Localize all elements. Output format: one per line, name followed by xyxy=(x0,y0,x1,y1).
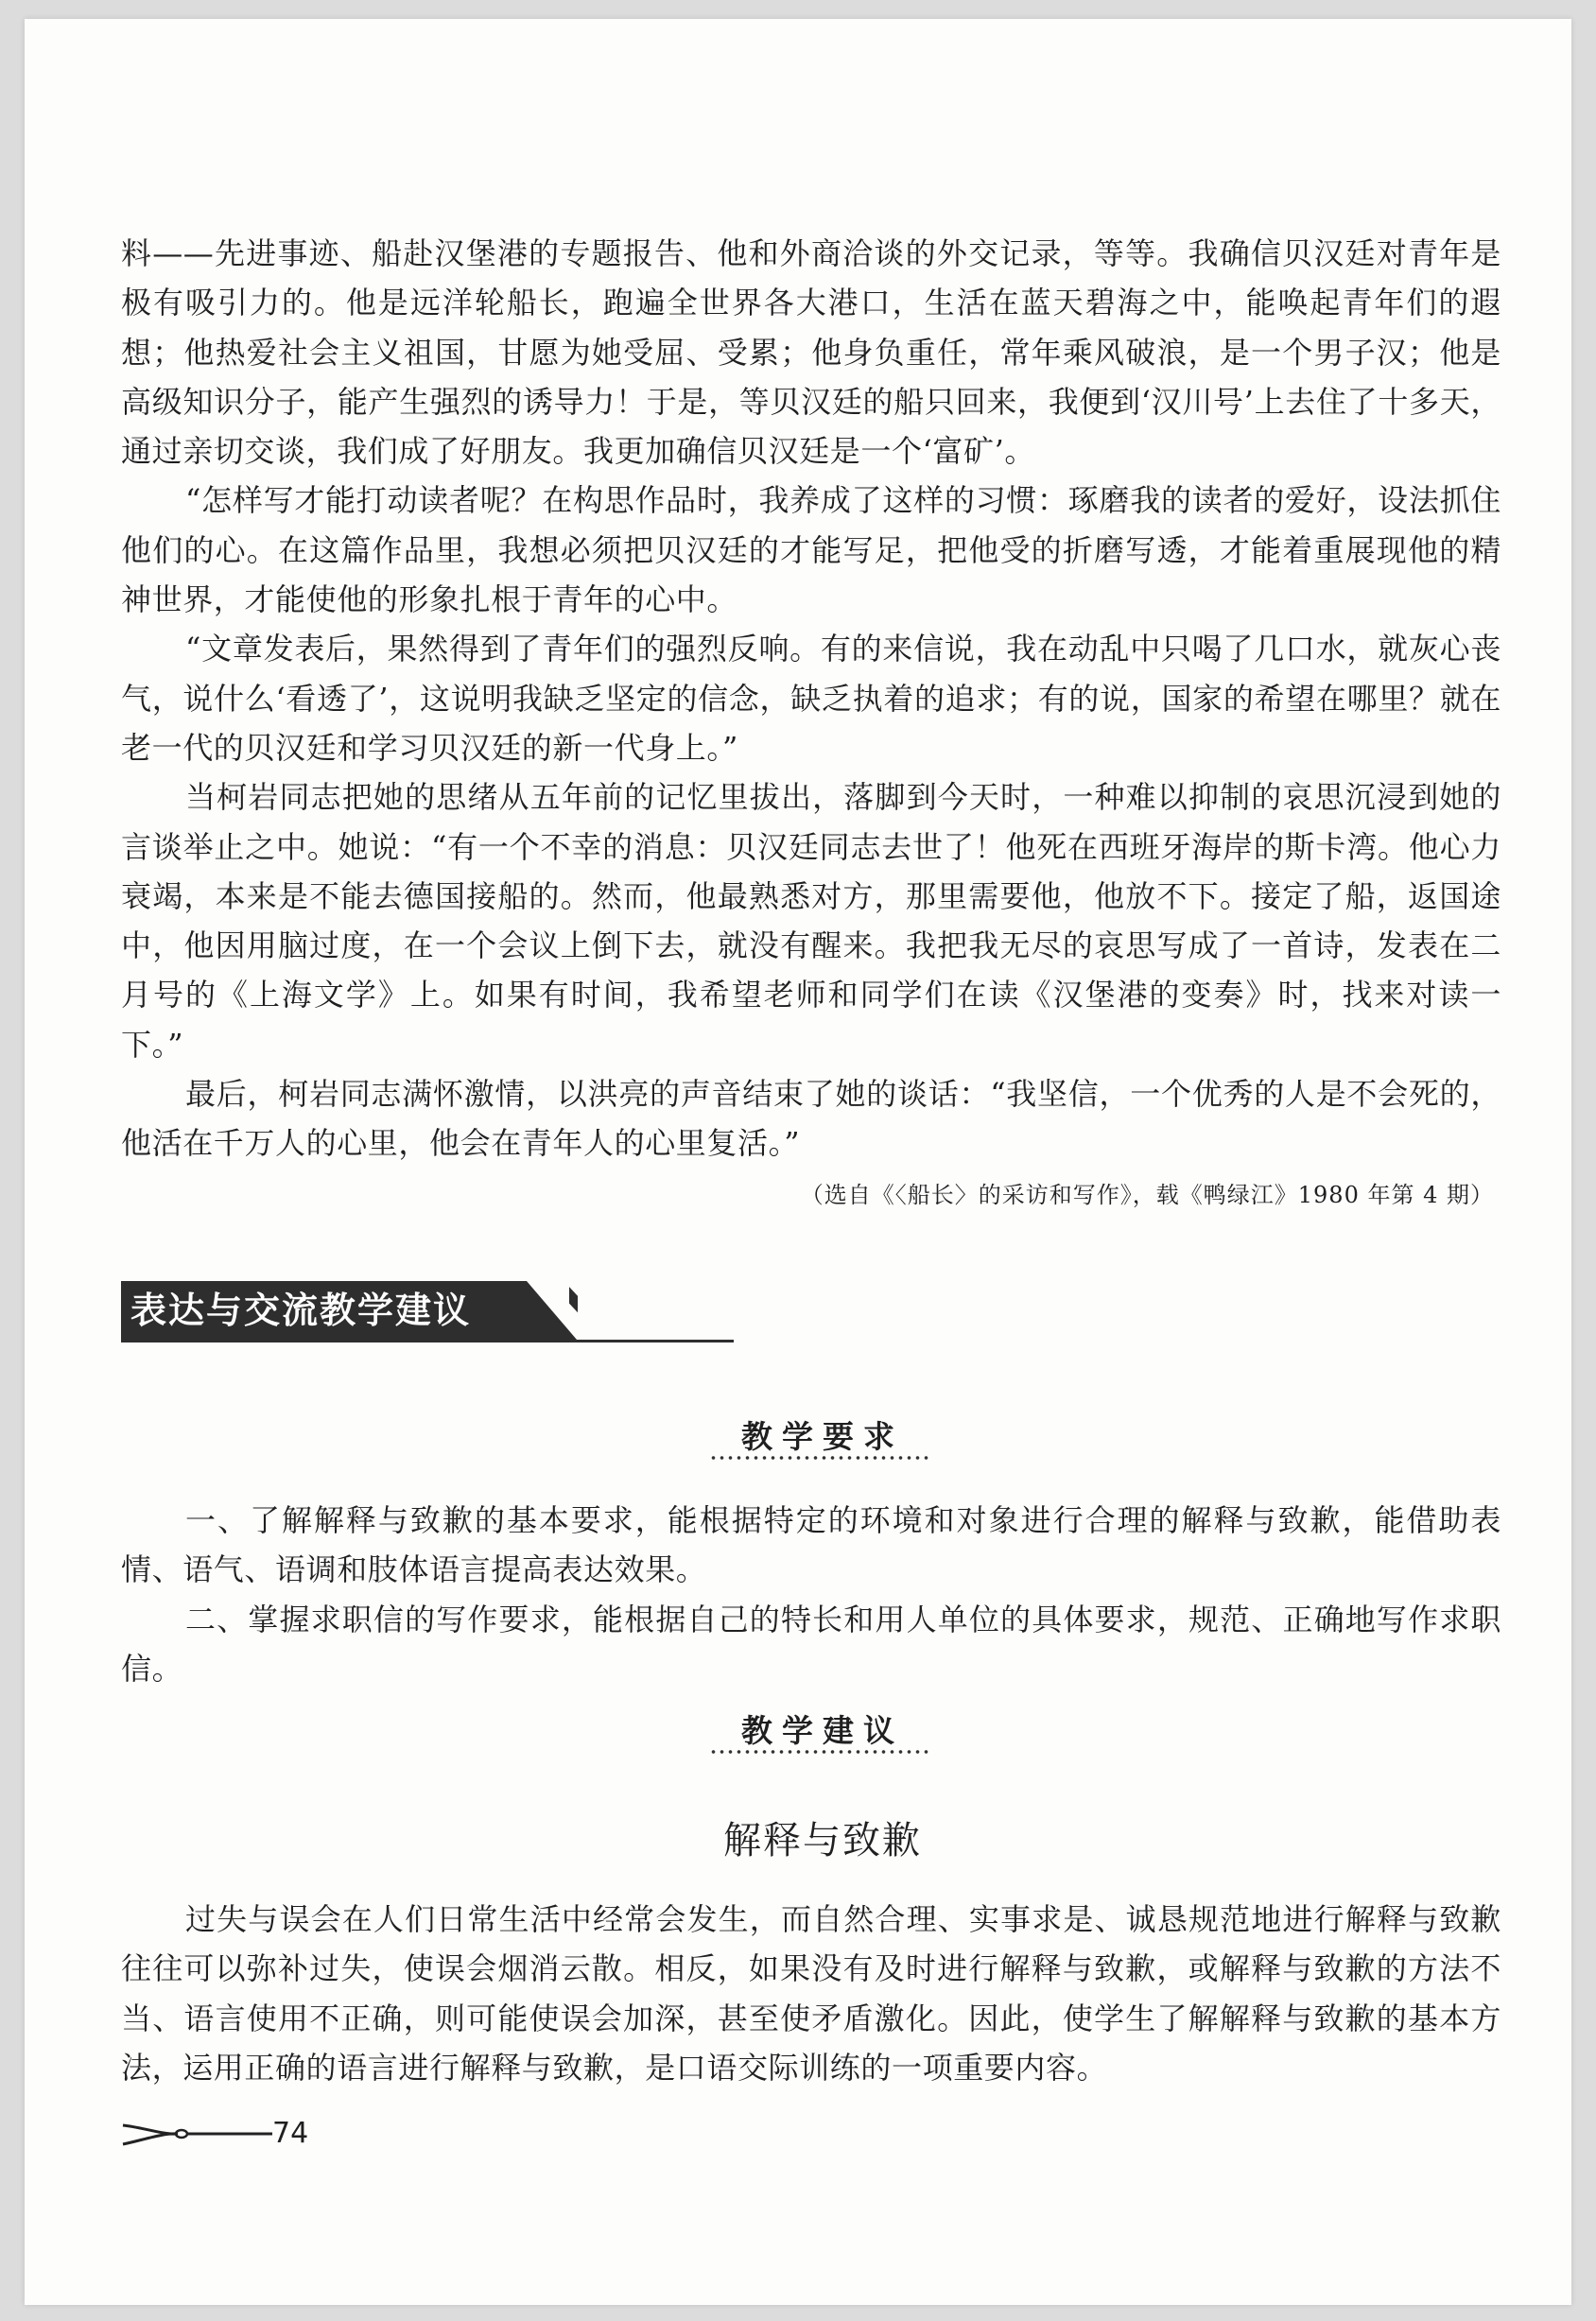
suggestions-heading: 教学建议 xyxy=(741,1712,904,1749)
paragraph-3: “文章发表后，果然得到了青年们的强烈反响。有的来信说，我在动乱中只喝了几口水，就灰心丧气，说什么‘看透了’，这说明我缺乏坚定的信念，缺乏执着的追求；有的说，国家的希望在哪里？就在老一代的贝汉廷和学习贝汉廷的新一代身上。” xyxy=(121,631,1501,766)
requirements-heading: 教学要求 xyxy=(741,1418,904,1455)
lesson-paragraph-1: 过失与误会在人们日常生活中经常会发生，而自然合理、实事求是、诚恳规范地进行解释与致歉往往可以弥补过失，使误会烟消云散。相反，如果没有及时进行解释与致歉，或解释与致歉的方法不当、语言使用不正确，则可能使误会加深，甚至使矛盾激化。因此，使学生了解解释与致歉的基本方法，运用正确的语言进行解释与致歉，是口语交际训练的一项重要内容。 xyxy=(121,1901,1501,2086)
suggestions-dotted-rule xyxy=(709,1750,928,1754)
source-citation: （选自《〈船长〉的采访和写作》，载《鸭绿江》1980 年第 4 期） xyxy=(800,1181,1494,1208)
paragraph-2: “怎样写才能打动读者呢？在构思作品时，我养成了这样的习惯：琢磨我的读者的爱好，设法抓住他们的心。在这篇作品里，我想必须把贝汉廷的才能写足，把他受的折磨写透，才能着重展现他的精神世界，才能使他的形象扎根于青年的心中。 xyxy=(121,482,1501,618)
requirement-1: 一、了解解释与致歉的基本要求，能根据特定的环境和对象进行合理的解释与致歉，能借助表情、语气、语调和肢体语言提高表达效果。 xyxy=(121,1502,1501,1588)
lesson-title: 解释与致歉 xyxy=(723,1819,922,1862)
scissors-line-ornament-icon xyxy=(121,2120,272,2148)
paragraph-4: 当柯岩同志把她的思绪从五年前的记忆里拔出，落脚到今天时，一种难以抑制的哀思沉浸到她的言谈举止之中。她说：“有一个不幸的消息：贝汉廷同志去世了！他死在西班牙海岸的斯卡湾。他心力衰竭，本来是不能去德国接船的。然而，他最熟悉对方，那里需要他，他放不下。接定了船，返国途中，他因用脑过度，在一个会议上倒下去，就没有醒来。我把我无尽的哀思写成了一首诗，发表在二月号的《上海文学》上。如果有时间，我希望老师和同学们在读《汉堡港的变奏》时，找来对读一下。” xyxy=(121,779,1501,1063)
lesson-body xyxy=(121,1895,1501,2092)
page-number: 74 xyxy=(272,2117,309,2150)
banner-rule xyxy=(121,1340,734,1342)
requirements-dotted-rule xyxy=(709,1456,928,1460)
paragraph-1: 料——先进事迹、船赴汉堡港的专题报告、他和外商洽谈的外交记录，等等。我确信贝汉廷对青年是极有吸引力的。他是远洋轮船长，跑遍全世界各大港口，生活在蓝天碧海之中，能唤起青年们的遐想；他热爱社会主义祖国，甘愿为她受屈、受累；他身负重任，常年乘风破浪，是一个男子汉；他是高级知识分子，能产生强烈的诱导力！于是，等贝汉廷的船只回来，我便到‘汉川号’上去住了十多天，通过亲切交谈，我们成了好朋友。我更加确信贝汉廷是一个‘富矿’。 xyxy=(121,235,1501,470)
section-banner xyxy=(121,1281,734,1353)
article-body xyxy=(121,229,1501,1214)
document-page xyxy=(25,19,1571,2305)
paragraph-5: 最后，柯岩同志满怀激情，以洪亮的声音结束了她的谈话：“我坚信，一个优秀的人是不会死的，他活在千万人的心里，他会在青年人的心里复活。” xyxy=(121,1076,1501,1162)
requirement-2: 二、掌握求职信的写作要求，能根据自己的特长和用人单位的具体要求，规范、正确地写作求职信。 xyxy=(121,1601,1501,1687)
requirements-list xyxy=(121,1496,1501,1693)
section-title: 表达与交流教学建议 xyxy=(130,1290,472,1331)
